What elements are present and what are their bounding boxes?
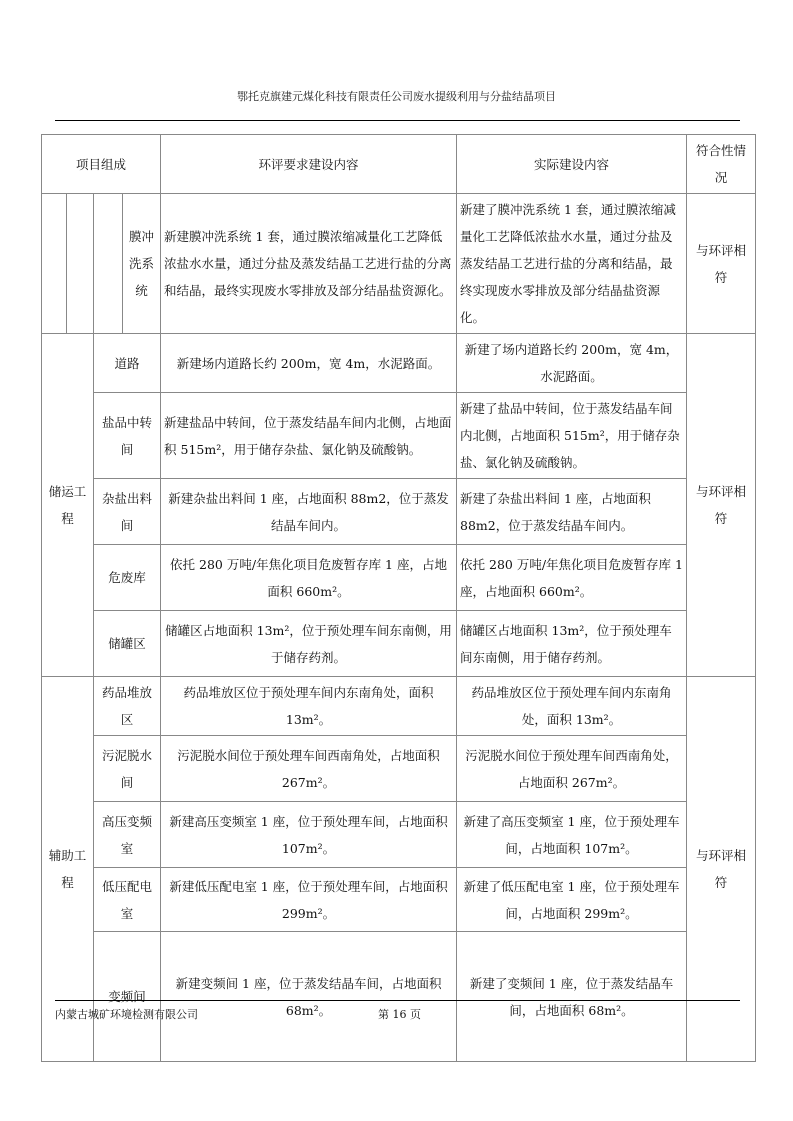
group-auxiliary: 辅助工程: [42, 677, 94, 1062]
eia-content: 依托 280 万吨/年焦化项目危废暂存库 1 座，占地面积 660m²。: [161, 545, 457, 611]
item-name: 杂盐出料间: [94, 479, 161, 545]
eia-content: 新建高压变频室 1 座，位于预处理车间，占地面积 107m²。: [161, 802, 457, 868]
item-name: 低压配电室: [94, 868, 161, 932]
table-row: [42, 545, 756, 611]
eia-content: 新建膜冲洗系统 1 套，通过膜浓缩减量化工艺降低浓盐水水量，通过分盐及蒸发结晶工艺进行盐的分离和结晶，最终实现废水零排放及部分结晶盐资源化。: [161, 194, 457, 334]
item-name: 污泥脱水间: [94, 736, 161, 802]
item-name: 变频间: [94, 932, 161, 1062]
eia-content: 药品堆放区位于预处理车间内东南角处，面积 13m²。: [161, 677, 457, 736]
col-header-eia: 环评要求建设内容: [161, 135, 457, 194]
actual-content: 污泥脱水间位于预处理车间西南角处，占地面积 267m²。: [457, 736, 687, 802]
actual-content: 储罐区占地面积 13m²，位于预处理车间东南侧，用于储存药剂。: [457, 611, 687, 677]
eia-content: 新建盐品中转间，位于蒸发结晶车间内北侧，占地面积 515m²，用于储存杂盐、氯化钠及硫酸钠。: [161, 393, 457, 479]
actual-content: 新建了盐品中转间，位于蒸发结晶车间内北侧，占地面积 515m²，用于储存杂盐、氯化钠及硫酸钠。: [457, 393, 687, 479]
actual-content: 药品堆放区位于预处理车间内东南角处，面积 13m²。: [457, 677, 687, 736]
item-name: 储罐区: [94, 611, 161, 677]
actual-content: 新建了低压配电室 1 座，位于预处理车间，占地面积 299m²。: [457, 868, 687, 932]
actual-content: 新建了膜冲洗系统 1 套，通过膜浓缩减量化工艺降低浓盐水水量，通过分盐及蒸发结晶工艺进行盐的分离和结晶，最终实现废水零排放及部分结晶盐资源化。: [457, 194, 687, 334]
footer-company: 内蒙古城矿环境检测有限公司: [55, 1008, 198, 1021]
eia-content: 储罐区占地面积 13m²，位于预处理车间东南侧，用于储存药剂。: [161, 611, 457, 677]
eia-content: 污泥脱水间位于预处理车间西南角处，占地面积 267m²。: [161, 736, 457, 802]
actual-content: 依托 280 万吨/年焦化项目危废暂存库 1 座，占地面积 660m²。: [457, 545, 687, 611]
table-row: [42, 932, 756, 1062]
eia-content: 新建杂盐出料间 1 座，占地面积 88m2，位于蒸发结晶车间内。: [161, 479, 457, 545]
table-row: [42, 479, 756, 545]
page-header: 鄂托克旗建元煤化科技有限责任公司废水提级利用与分盐结晶项目: [237, 90, 556, 103]
table-row: [42, 611, 756, 677]
header-rule: [55, 120, 740, 121]
eia-content: 新建低压配电室 1 座，位于预处理车间，占地面积 299m²。: [161, 868, 457, 932]
col-header-compliance: 符合性情况: [687, 135, 756, 194]
table-row: [42, 868, 756, 932]
item-name: 盐品中转间: [94, 393, 161, 479]
table-row: [42, 677, 756, 736]
table-header-row: [42, 135, 756, 194]
footer-rule: [55, 1000, 740, 1001]
compliance-cell: 与环评相符: [687, 677, 756, 1062]
col-header-composition: 项目组成: [42, 135, 161, 194]
table-row: [42, 194, 756, 334]
eia-content: 新建变频间 1 座，位于蒸发结晶车间，占地面积 68m²。: [161, 932, 457, 1062]
item-name: 药品堆放区: [94, 677, 161, 736]
item-name: 膜冲洗系统: [123, 194, 161, 334]
empty-cell: [42, 194, 67, 334]
eia-content: 新建场内道路长约 200m，宽 4m，水泥路面。: [161, 334, 457, 393]
actual-content: 新建了高压变频室 1 座，位于预处理车间，占地面积 107m²。: [457, 802, 687, 868]
empty-cell: [67, 194, 94, 334]
project-composition-table: [41, 134, 756, 1062]
group-storage: 储运工程: [42, 334, 94, 677]
table-row: [42, 334, 756, 393]
table-row: [42, 393, 756, 479]
table-row: [42, 736, 756, 802]
item-name: 危废库: [94, 545, 161, 611]
item-name: 道路: [94, 334, 161, 393]
actual-content: 新建了杂盐出料间 1 座，占地面积 88m2，位于蒸发结晶车间内。: [457, 479, 687, 545]
compliance-cell: 与环评相符: [687, 194, 756, 334]
empty-cell: [94, 194, 123, 334]
compliance-cell: 与环评相符: [687, 334, 756, 677]
actual-content: 新建了场内道路长约 200m，宽 4m，水泥路面。: [457, 334, 687, 393]
actual-content: 新建了变频间 1 座，位于蒸发结晶车间，占地面积 68m²。: [457, 932, 687, 1062]
col-header-actual: 实际建设内容: [457, 135, 687, 194]
table-row: [42, 802, 756, 868]
item-name: 高压变频室: [94, 802, 161, 868]
footer-page-number: 第 16 页: [378, 1008, 421, 1021]
